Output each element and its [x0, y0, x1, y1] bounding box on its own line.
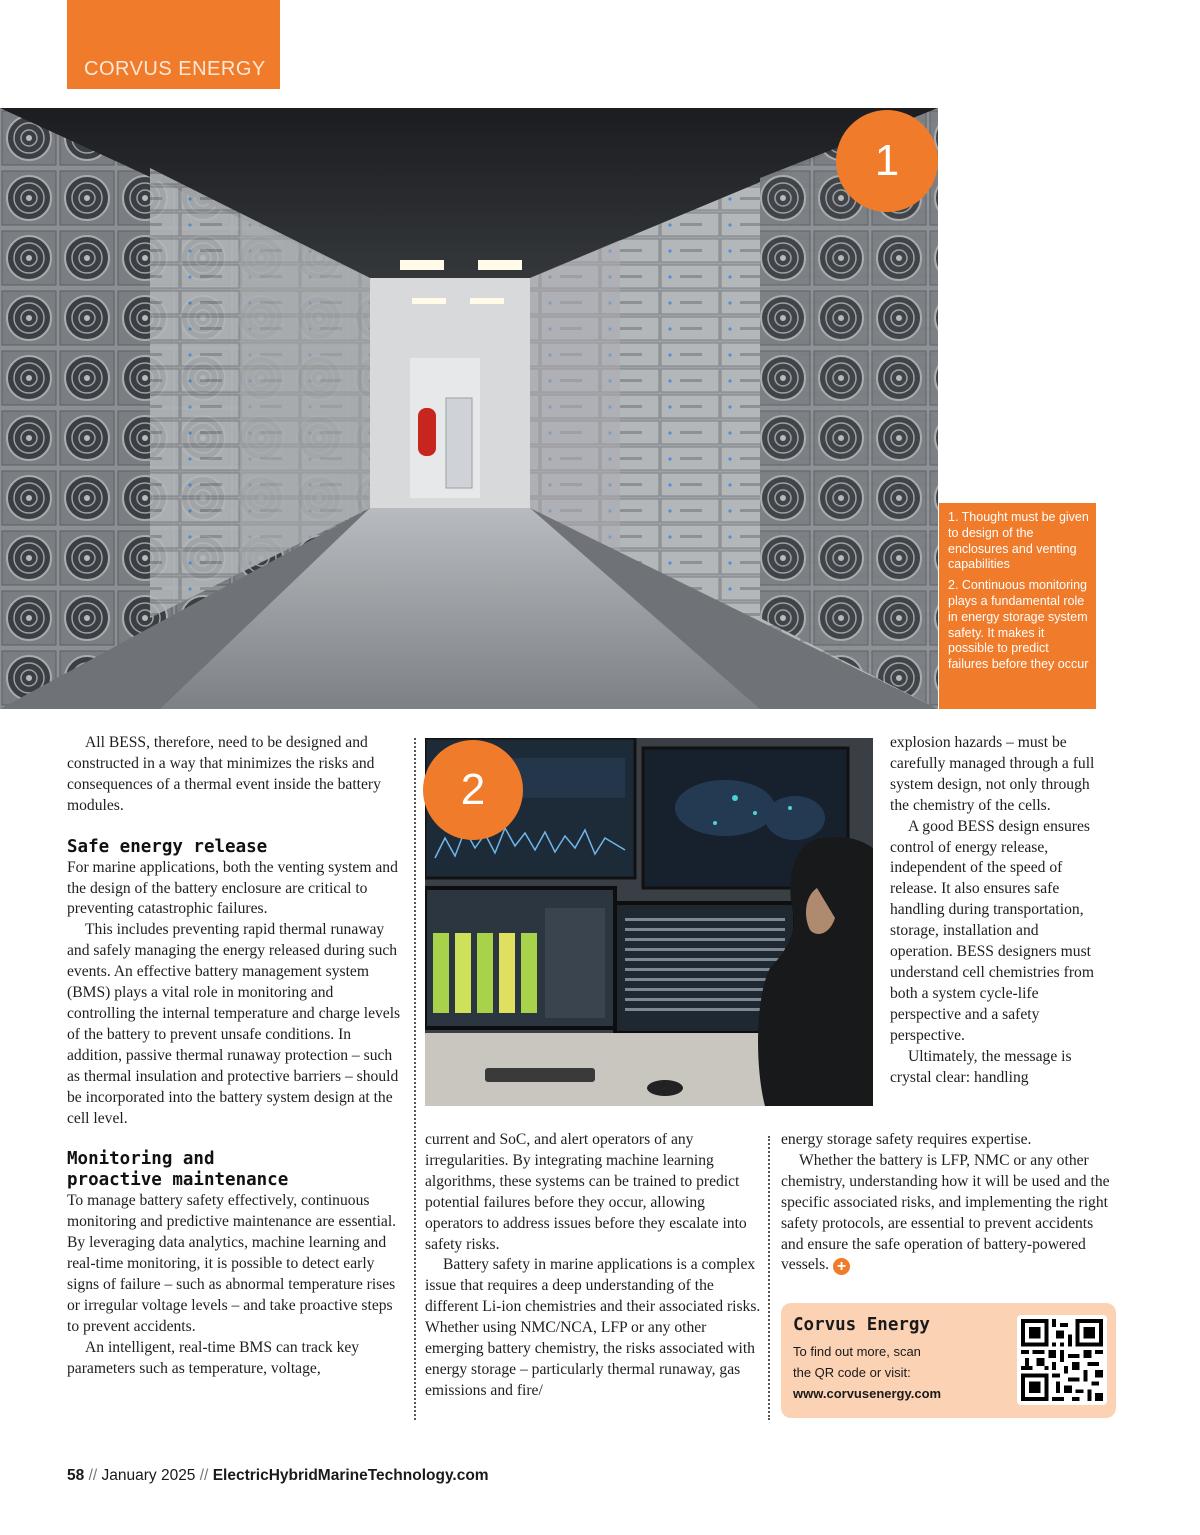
footer-separator: // — [88, 1467, 98, 1484]
website-link[interactable]: www.corvusenergy.com — [793, 1386, 942, 1401]
info-box-text — [793, 1341, 993, 1404]
paragraph: All BESS, therefore, need to be designed and constructed in a way that minimizes the risks and consequences of a thermal event inside the battery modules. — [67, 734, 381, 814]
column-divider — [768, 1136, 770, 1420]
paragraph-text: Whether the battery is LFP, NMC or any other chemistry, understanding how it will be used and the specific associated risks, and implementing the right safety protocols, are essential to prevent accidents and ensure the safe operation of battery-powered vessels. — [781, 1151, 1110, 1274]
paragraph: Battery safety in marine applications is a complex issue that requires a deep understanding of the different Li-ion chemistries and their associated risks. Whether using NMC/NCA, LFP or any other emerging battery chemistry, the risks associated with energy storage – particularly thermal runaway, gas emissions and fire/ — [425, 1256, 761, 1399]
text-column-3-bottom — [781, 1130, 1111, 1276]
subheading-line: proactive maintenance — [67, 1170, 289, 1191]
issue-date: January 2025 — [101, 1467, 196, 1484]
caption-1: 1. Thought must be given to design of the enclosures and venting capabilities — [948, 510, 1089, 572]
paragraph: An intelligent, real-time BMS can track key parameters such as temperature, voltage, — [67, 1338, 360, 1377]
paragraph: Ultimately, the message is crystal clear: handling — [890, 1047, 1072, 1086]
qr-code-icon[interactable] — [1017, 1315, 1107, 1405]
info-line: the QR code or visit: — [793, 1365, 911, 1380]
column-divider — [414, 738, 416, 1420]
paragraph: energy storage safety requires expertise. — [781, 1131, 1032, 1148]
footer-separator: // — [199, 1467, 209, 1484]
text-column-1 — [67, 733, 402, 1380]
paragraph — [781, 1151, 1111, 1276]
page-number: 58 — [67, 1467, 85, 1484]
caption-2: 2. Continuous monitoring plays a fundamental role in energy storage system safety. It makes it possible to predict failures before they occur — [948, 578, 1089, 672]
subheading-safe-energy-release: Safe energy release — [67, 836, 268, 857]
section-label: CORVUS ENERGY — [84, 58, 266, 80]
info-box-title: Corvus Energy — [793, 1315, 930, 1335]
text-column-3-top — [890, 733, 1105, 1088]
figure-1-badge: 1 — [836, 110, 938, 212]
page-footer — [67, 1467, 489, 1485]
subheading-line: Monitoring and — [67, 1149, 215, 1170]
info-line: To find out more, scan — [793, 1344, 921, 1359]
info-box — [781, 1303, 1116, 1418]
paragraph: current and SoC, and alert operators of any irregularities. By integrating machine learning algorithms, these systems can be trained to predict potential failures before they occur, allowing operators to address issues before they escalate into safety risks. — [425, 1131, 747, 1253]
subheading-monitoring — [67, 1149, 402, 1191]
caption-box — [939, 503, 1096, 709]
text-column-2 — [425, 1130, 765, 1402]
figure-2-badge: 2 — [423, 740, 523, 840]
plus-icon: + — [833, 1258, 850, 1275]
publication-site-link[interactable]: ElectricHybridMarineTechnology.com — [212, 1467, 489, 1484]
paragraph: explosion hazards – must be carefully managed through a full system design, not only through the chemistry of the cells. — [890, 734, 1095, 814]
server-room-photo — [0, 108, 938, 709]
section-tab — [67, 0, 280, 89]
paragraph: For marine applications, both the venting system and the design of the battery enclosure are critical to preventing catastrophic failures. — [67, 858, 398, 918]
paragraph: To manage battery safety effectively, continuous monitoring and predictive maintenance are essential. By leveraging data analytics, machine learning and real-time monitoring, it is possible to detect early signs of failure – such as abnormal temperature rises or irregular voltage levels – and take proactive steps to prevent accidents. — [67, 1192, 397, 1335]
paragraph: This includes preventing rapid thermal runaway and safely managing the energy released during such events. An effective battery management system (BMS) plays a vital role in monitoring and controlling the internal temperature and charge levels of the battery to prevent unsafe conditions. In addition, passive thermal runaway protection – such as thermal insulation and protective barriers – should be incorporated into the battery system design at the cell level. — [67, 921, 401, 1127]
paragraph: A good BESS design ensures control of energy release, independent of the speed of release. It also ensures safe handling during transportation, storage, installation and operation. BESS designers must understand cell chemistries from both a system cycle-life perspective and a safety perspective. — [890, 817, 1094, 1044]
